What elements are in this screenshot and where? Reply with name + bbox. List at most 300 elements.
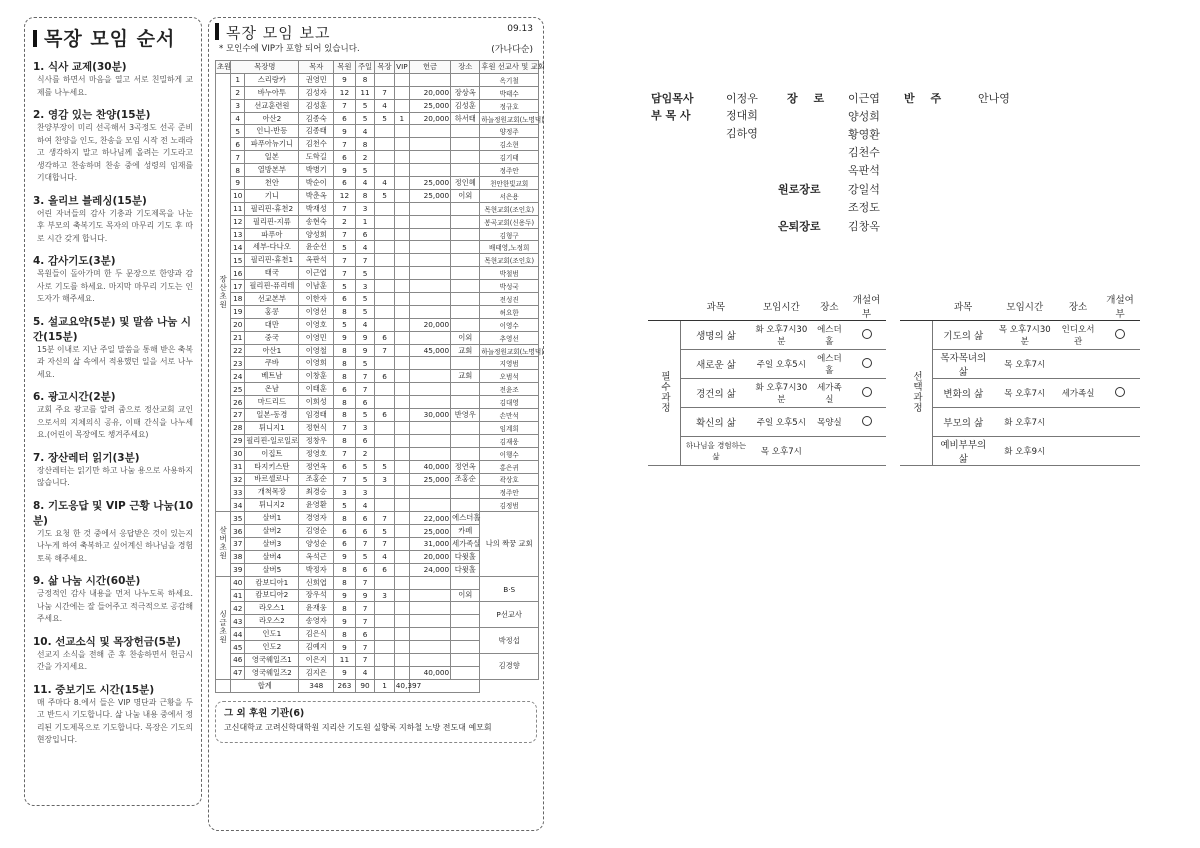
report-cell: 김영순 — [299, 525, 334, 538]
report-cell: 6 — [355, 628, 375, 641]
report-cell — [451, 241, 480, 254]
report-cell: 13 — [231, 228, 245, 241]
report-header-cell: 목장 — [375, 61, 395, 74]
report-cell: 김성훈 — [451, 99, 480, 112]
report-cell: 2 — [355, 447, 375, 460]
report-row — [216, 460, 539, 473]
report-cell: 5 — [375, 189, 395, 202]
report-cell: 신희엽 — [299, 576, 334, 589]
report-cell: 쿠바 — [245, 357, 299, 370]
report-cell — [409, 138, 450, 151]
report-cell — [451, 138, 480, 151]
report-row — [216, 473, 539, 486]
report-cell — [451, 653, 480, 666]
report-header-cell: 장소 — [451, 61, 480, 74]
report-cell: 정인혜 — [451, 177, 480, 190]
report-cell: 9 — [334, 164, 356, 177]
report-cell — [451, 318, 480, 331]
report-cell: 태국 — [245, 267, 299, 280]
report-cell: 지영범 — [480, 357, 539, 370]
report-cell: 5 — [355, 473, 375, 486]
report-cell: 곽상호 — [480, 473, 539, 486]
required-course-table — [648, 292, 886, 466]
report-cell — [394, 267, 409, 280]
report-cell: 정현식 — [299, 421, 334, 434]
course-row — [900, 379, 1140, 408]
report-cell: 장상옥 — [451, 86, 480, 99]
report-cell: 옥기철 — [480, 73, 539, 86]
report-row — [216, 331, 539, 344]
report-cell: 송현숙 — [299, 215, 334, 228]
report-cell: 김정범 — [480, 499, 539, 512]
report-cell — [409, 615, 450, 628]
report-cell: 열방본부 — [245, 164, 299, 177]
report-cell: 이외 — [451, 331, 480, 344]
report-cell — [409, 653, 450, 666]
report-cell — [375, 421, 395, 434]
report-cell: 5 — [375, 460, 395, 473]
report-cell: 20,000 — [409, 318, 450, 331]
report-cell: 천안한빛교회 — [480, 177, 539, 190]
report-cell — [451, 486, 480, 499]
order-section-body: 긍정적인 감사 내용을 먼저 나누도록 하세요. 나눔 시간에는 잘 들어주고 적극적으로 공감해 주세요. — [37, 589, 193, 623]
report-cell: 5 — [355, 550, 375, 563]
report-cell — [394, 434, 409, 447]
course-row — [900, 321, 1140, 350]
report-cell — [409, 254, 450, 267]
report-cell: 40,000 — [409, 460, 450, 473]
report-cell — [394, 280, 409, 293]
course-place: 인디오서관 — [1056, 321, 1100, 350]
report-cell: 이한자 — [299, 293, 334, 306]
report-cell: 31,000 — [409, 537, 450, 550]
report-cell: 장우석 — [299, 589, 334, 602]
report-cell: 선교본부 — [245, 293, 299, 306]
report-cell: 25,000 — [409, 177, 450, 190]
report-cell: 4 — [375, 99, 395, 112]
report-cell: 9 — [355, 589, 375, 602]
staff-label-retired: 은퇴장로 — [778, 220, 821, 233]
report-cell — [375, 202, 395, 215]
report-cell — [394, 293, 409, 306]
report-cell: 김지은 — [299, 666, 334, 679]
report-cell: 30 — [231, 447, 245, 460]
report-cell — [375, 254, 395, 267]
course-open — [1100, 437, 1140, 466]
report-cell — [394, 396, 409, 409]
course-time: 화 오후9시 — [994, 437, 1056, 466]
report-cell — [409, 447, 450, 460]
report-cell: 박철범 — [480, 267, 539, 280]
report-cell: 24,000 — [409, 563, 450, 576]
report-cell: 라오스2 — [245, 615, 299, 628]
report-cell: 8 — [355, 73, 375, 86]
report-cell: 이영철 — [299, 344, 334, 357]
report-cell — [394, 99, 409, 112]
report-cell: 2 — [231, 86, 245, 99]
course-open — [847, 350, 886, 379]
course-time: 목 오후7시30분 — [994, 321, 1056, 350]
report-cell: 25,000 — [409, 189, 450, 202]
report-cell: 영국웨일즈2 — [245, 666, 299, 679]
report-cell: 7 — [375, 86, 395, 99]
report-cell: 이근엽 — [299, 267, 334, 280]
report-row — [216, 189, 539, 202]
report-cell: 필리핀-휴천2 — [245, 202, 299, 215]
report-cell: 34 — [231, 499, 245, 512]
report-cell: 온남 — [245, 383, 299, 396]
report-cell: 김소현 — [480, 138, 539, 151]
sponsors-box — [215, 701, 537, 743]
report-cell: 18 — [231, 293, 245, 306]
report-cell: 이영수 — [480, 318, 539, 331]
staff-emeritus-2: 조정도 — [848, 201, 880, 214]
report-cell: 김재웅 — [480, 434, 539, 447]
course-header-blank — [900, 292, 933, 321]
report-cell: 바누아투 — [245, 86, 299, 99]
report-cell: 33 — [231, 486, 245, 499]
report-cell: 6 — [334, 460, 356, 473]
report-cell: 5 — [334, 499, 356, 512]
report-cell: 7 — [334, 254, 356, 267]
report-cell: 일본-동경 — [245, 409, 299, 422]
order-section-body: 목원들이 돌아가며 한 두 문장으로 한양과 감사로 기도를 하세요. 마지막 마무리 기도는 인도자가 해주세요. — [37, 269, 193, 303]
report-cell: 7 — [355, 254, 375, 267]
staff-retired-1: 김창옥 — [848, 220, 880, 233]
course-open — [847, 321, 886, 350]
report-cell — [375, 73, 395, 86]
report-cell — [451, 666, 480, 679]
report-cell — [375, 151, 395, 164]
report-cell: 이행수 — [480, 447, 539, 460]
report-cell: 영국웨일즈1 — [245, 653, 299, 666]
report-cell: 5 — [334, 318, 356, 331]
course-row — [648, 350, 886, 379]
report-cell: 45 — [231, 641, 245, 654]
report-cell: 9 — [334, 73, 356, 86]
report-cell — [451, 164, 480, 177]
report-cell: 27 — [231, 409, 245, 422]
report-row — [216, 267, 539, 280]
report-row — [216, 241, 539, 254]
report-cell: 6 — [334, 293, 356, 306]
report-cell: 37 — [231, 537, 245, 550]
report-cell: 9 — [334, 331, 356, 344]
report-cell: 다윗홀 — [451, 550, 480, 563]
report-cell — [409, 589, 450, 602]
report-cell: 7 — [231, 151, 245, 164]
course-subject: 부모의 삶 — [933, 408, 994, 437]
report-cell: 중국 — [245, 331, 299, 344]
report-header-cell: 목원 — [334, 61, 356, 74]
report-cell: 필리핀-휴천1 — [245, 254, 299, 267]
report-cell: 6 — [334, 112, 356, 125]
report-cell: 경영자 — [299, 512, 334, 525]
course-place: 에스더홀 — [812, 321, 847, 350]
order-section-title: 6. 광고시간(2분) — [33, 391, 116, 403]
report-cell — [394, 357, 409, 370]
report-cell: 박정자 — [299, 563, 334, 576]
report-cell: 38 — [231, 550, 245, 563]
report-cell: 하늘정원교회(노명덕) — [480, 112, 539, 125]
report-cell — [375, 280, 395, 293]
report-cell: 22,000 — [409, 512, 450, 525]
course-open — [1100, 379, 1140, 408]
report-note: * 모인수에 VIP가 포함 되어 있습니다. — [219, 44, 360, 54]
report-total-cell: 1 — [375, 679, 395, 692]
report-cell — [409, 331, 450, 344]
report-cell: 25,000 — [409, 525, 450, 538]
meeting-order-panel — [24, 17, 202, 806]
report-cell: 16 — [231, 267, 245, 280]
report-cell: 7 — [375, 537, 395, 550]
report-total-cell: 90 — [355, 679, 375, 692]
report-cell: 40,000 — [409, 666, 450, 679]
report-cell — [394, 331, 409, 344]
report-cell — [375, 447, 395, 460]
course-header: 과목 — [681, 292, 751, 321]
report-cell: 김천수 — [299, 138, 334, 151]
course-subject: 생명의 삶 — [681, 321, 751, 350]
report-cell: 하서태 — [451, 112, 480, 125]
report-cell: 김종태 — [299, 125, 334, 138]
course-time: 화 오후7시 — [994, 408, 1056, 437]
course-header: 개설여부 — [1100, 292, 1140, 321]
course-subject: 변화의 삶 — [933, 379, 994, 408]
report-header-row — [216, 61, 539, 74]
report-cell: 최경승 — [299, 486, 334, 499]
report-cell: 5 — [355, 460, 375, 473]
report-cell: 1 — [231, 73, 245, 86]
report-cell: 31 — [231, 460, 245, 473]
course-header: 모임시간 — [751, 292, 812, 321]
order-section-title: 10. 선교소식 및 목장헌금(5분) — [33, 635, 181, 648]
report-row — [216, 73, 539, 86]
report-cell: 김성훈 — [299, 99, 334, 112]
open-circle-icon — [862, 416, 872, 426]
report-row — [216, 86, 539, 99]
report-cell: 5 — [375, 112, 395, 125]
report-cell: 권영민 — [299, 73, 334, 86]
report-row — [216, 486, 539, 499]
report-cell: 6 — [375, 409, 395, 422]
report-cell: 4 — [355, 666, 375, 679]
course-header: 장소 — [1056, 292, 1100, 321]
report-cell: 목현교회(조인호) — [480, 202, 539, 215]
course-open — [1100, 321, 1140, 350]
report-cell: 35 — [231, 512, 245, 525]
report-header-cell: 목자 — [299, 61, 334, 74]
report-cell — [375, 615, 395, 628]
report-cell: 스리랑카 — [245, 73, 299, 86]
report-cell: 6 — [375, 370, 395, 383]
report-cell: 6 — [355, 563, 375, 576]
report-cell — [394, 383, 409, 396]
report-cell: 6 — [334, 525, 356, 538]
report-cell: 6 — [334, 177, 356, 190]
report-cell — [375, 628, 395, 641]
report-cell — [375, 499, 395, 512]
group-label-cell — [216, 73, 231, 511]
report-cell — [375, 138, 395, 151]
report-cell — [394, 550, 409, 563]
report-cell — [409, 305, 450, 318]
report-cell: 다윗홀 — [451, 563, 480, 576]
course-row — [648, 321, 886, 350]
staff-pastor: 이정우 — [726, 92, 758, 105]
report-cell: 7 — [355, 653, 375, 666]
report-cell: 12 — [334, 86, 356, 99]
report-cell: 양성순 — [299, 537, 334, 550]
report-cell: 25 — [231, 383, 245, 396]
report-cell — [409, 357, 450, 370]
report-cell: 9 — [231, 177, 245, 190]
report-header-cell: 목장명 — [231, 61, 299, 74]
course-group-label — [648, 321, 681, 466]
report-cell — [394, 666, 409, 679]
report-cell: 오범석 — [480, 370, 539, 383]
report-cell — [451, 499, 480, 512]
report-cell — [394, 615, 409, 628]
report-cell: 9 — [334, 666, 356, 679]
report-cell — [409, 576, 450, 589]
report-row — [216, 396, 539, 409]
report-cell: 5 — [355, 267, 375, 280]
course-header: 개설여부 — [847, 292, 886, 321]
report-cell: 7 — [334, 421, 356, 434]
report-cell: 20 — [231, 318, 245, 331]
report-cell: 1 — [394, 112, 409, 125]
report-cell — [375, 396, 395, 409]
report-cell: 이외 — [451, 589, 480, 602]
report-cell: 봉곡교회(신용두) — [480, 215, 539, 228]
course-header: 모임시간 — [994, 292, 1056, 321]
report-cell: 7 — [334, 447, 356, 460]
report-row — [216, 164, 539, 177]
report-cell: 이외 — [451, 189, 480, 202]
order-section-body: 어린 자녀들의 감사 기충과 기도제목을 나눈 후 부모의 축복기도 목자의 마무리 기도 후 따로 시간 갖게 합니다. — [37, 208, 193, 243]
report-cell: 8 — [334, 370, 356, 383]
course-time: 주일 오후5시 — [751, 350, 812, 379]
report-cell: 6 — [375, 331, 395, 344]
report-cell: 대만 — [245, 318, 299, 331]
report-cell — [451, 628, 480, 641]
course-group-text: 선택과정 — [911, 370, 922, 413]
report-cell — [451, 73, 480, 86]
staff-label-pastor: 담임목사 — [651, 92, 694, 105]
report-support-merged: 박정섭 — [480, 628, 539, 654]
report-cell: 46 — [231, 653, 245, 666]
report-row — [216, 421, 539, 434]
report-cell: 2 — [334, 215, 356, 228]
report-cell: 이영호 — [299, 318, 334, 331]
report-cell: 세부-다나오 — [245, 241, 299, 254]
report-cell: 9 — [355, 331, 375, 344]
report-cell: 22 — [231, 344, 245, 357]
report-cell: 이집트 — [245, 447, 299, 460]
report-cell: 25,000 — [409, 473, 450, 486]
report-cell: 4 — [375, 550, 395, 563]
report-cell: 20,000 — [409, 112, 450, 125]
report-cell: 김형구 — [480, 228, 539, 241]
report-header-cell: 헌금 — [409, 61, 450, 74]
report-cell: 29 — [231, 434, 245, 447]
report-cell — [409, 421, 450, 434]
course-open — [1100, 350, 1140, 379]
report-cell: 옥판석 — [299, 254, 334, 267]
staff-elder-3: 황영환 — [848, 128, 880, 141]
report-cell: 김은식 — [299, 628, 334, 641]
report-cell — [394, 409, 409, 422]
staff-elder-5: 옥판석 — [848, 164, 880, 177]
report-cell: 7 — [375, 344, 395, 357]
report-cell: 전성진 — [480, 293, 539, 306]
report-support-merged: 김경향 — [480, 653, 539, 679]
report-cell: 7 — [334, 473, 356, 486]
order-section-body: 식사를 하면서 마음을 열고 서로 친밀하게 교제를 나누세요. — [37, 75, 193, 97]
report-cell: 양성희 — [299, 228, 334, 241]
report-cell: 45,000 — [409, 344, 450, 357]
report-cell: 19 — [231, 305, 245, 318]
course-time: 목 오후7시 — [994, 350, 1056, 379]
report-cell: 이영민 — [299, 331, 334, 344]
report-cell: 7 — [334, 99, 356, 112]
report-cell — [394, 138, 409, 151]
report-cell — [451, 151, 480, 164]
report-support-merged: 나의 짝꿍 교회 — [480, 512, 539, 576]
report-cell: 7 — [375, 512, 395, 525]
report-cell: 23 — [231, 357, 245, 370]
report-cell — [409, 434, 450, 447]
report-cell: 정연옥 — [299, 460, 334, 473]
report-cell: 1 — [355, 215, 375, 228]
report-row — [216, 99, 539, 112]
report-row — [216, 125, 539, 138]
report-cell: 살버2 — [245, 525, 299, 538]
report-cell: 4 — [375, 177, 395, 190]
report-cell — [394, 164, 409, 177]
report-cell — [409, 602, 450, 615]
report-cell — [409, 499, 450, 512]
order-section-body: 찬양부장이 미리 선곡해서 3곡정도 선곡 준비하여 찬양을 인도, 찬송을 모임 시작 전 노래라고 생각하지 말고 하나님께 올려는 기도라고 생각하고 찬송하며 찬송 중에 성령의 임재를 기대합니다. — [37, 123, 193, 182]
report-support-merged: P선교사 — [480, 602, 539, 628]
report-cell: 윤영환 — [299, 499, 334, 512]
report-cell: 8 — [334, 396, 356, 409]
sponsors-title: 그 외 후원 기관(6) — [224, 707, 305, 719]
report-cell — [409, 164, 450, 177]
report-cell — [375, 641, 395, 654]
report-panel — [208, 17, 544, 831]
report-cell — [375, 602, 395, 615]
course-row — [648, 408, 886, 437]
course-row — [900, 437, 1140, 466]
report-cell: 44 — [231, 628, 245, 641]
report-cell: 4 — [355, 318, 375, 331]
report-sort-note: (가나다순) — [491, 45, 533, 55]
report-cell — [394, 318, 409, 331]
report-cell: 튀니지1 — [245, 421, 299, 434]
report-cell: 8 — [334, 409, 356, 422]
report-cell: 41 — [231, 589, 245, 602]
report-cell: 12 — [334, 189, 356, 202]
report-cell — [375, 305, 395, 318]
report-cell: 정영호 — [299, 447, 334, 460]
report-cell: 윤재웅 — [299, 602, 334, 615]
report-cell: 6 — [355, 228, 375, 241]
course-place — [1056, 408, 1100, 437]
group-label-cell — [216, 576, 231, 679]
order-section-title: 1. 식사 교제(30분) — [33, 61, 127, 73]
